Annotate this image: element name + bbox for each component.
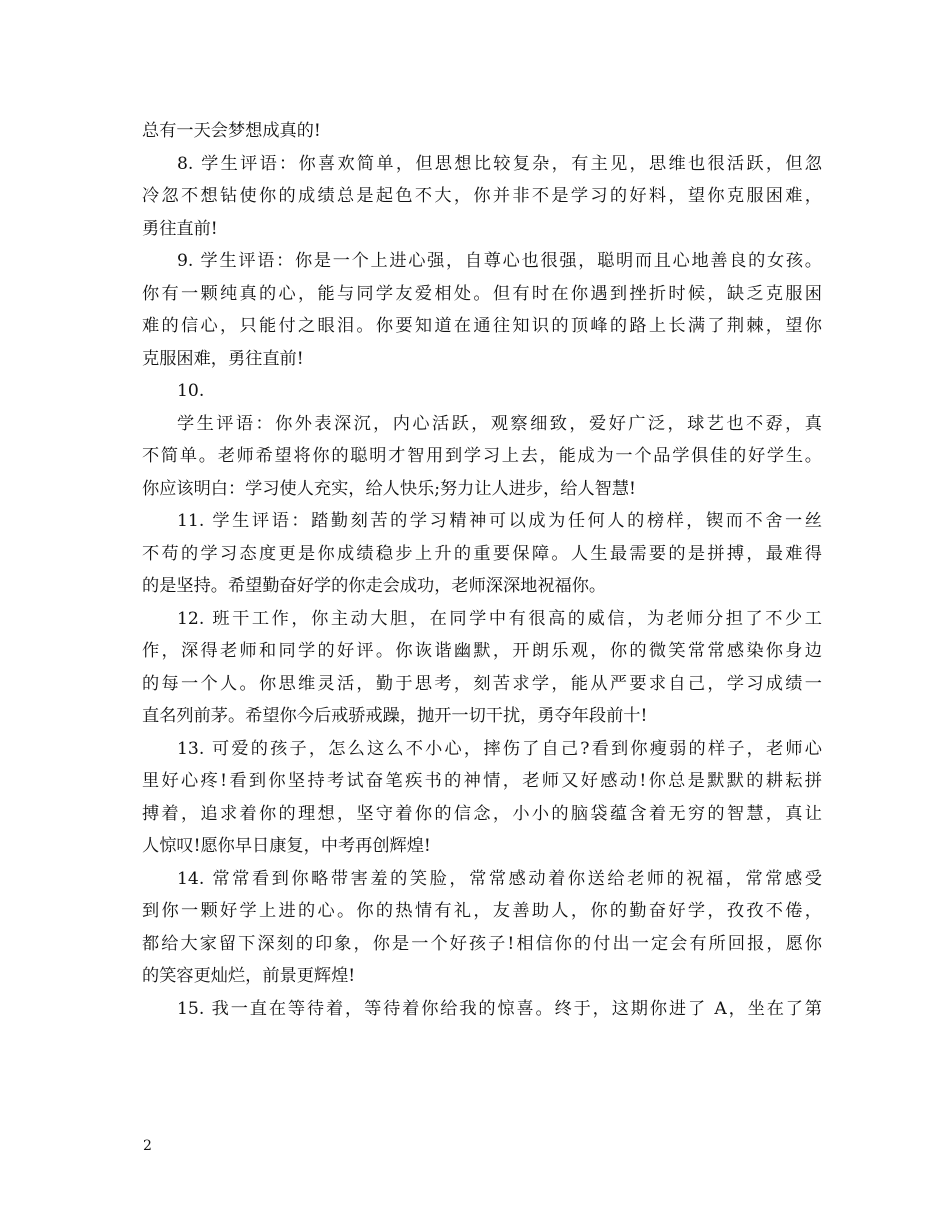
text-line: 的每一个人。你思维灵活，勤于思考，刻苦求学，能从严要求自己，学习成绩一 (142, 673, 822, 694)
text-line: 克服困难，勇往直前! (142, 348, 304, 369)
text-line: 10. (177, 381, 205, 401)
text-line: 不简单。老师希望将你的聪明才智用到学习上去，能成为一个品学俱佳的好学生。 (142, 446, 822, 466)
document-body (142, 115, 822, 1025)
text-line: 你有一颗纯真的心，能与同学友爱相处。但有时在你遇到挫折时候，缺乏克服困 (142, 283, 822, 304)
text-line: 难的信心，只能付之眼泪。你要知道在通往知识的顶峰的路上长满了荆棘，望你 (142, 316, 822, 336)
text-line: 9. 学生评语：你是一个上进心强，自尊心也很强，聪明而且心地善良的女孩。 (177, 251, 822, 271)
text-line: 的是坚持。希望勤奋好学的你走会成功，老师深深地祝福你。 (142, 576, 607, 596)
text-line: 里好心疼!看到你坚持考试奋笔疾书的神情，老师又好感动!你总是默默的耕耘拼 (142, 771, 822, 791)
text-line: 到你一颗好学上进的心。你的热情有礼，友善助人，你的勤奋好学，孜孜不倦， (142, 901, 822, 921)
text-line: 12. 班干工作，你主动大胆，在同学中有很高的威信，为老师分担了不少工 (177, 608, 822, 629)
text-line: 总有一天会梦想成真的! (142, 121, 321, 141)
text-line: 14. 常常看到你略带害羞的笑脸，常常感动着你送给老师的祝福，常常感受 (177, 868, 822, 889)
text-line: 学生评语：你外表深沉，内心活跃，观察细致，爱好广泛，球艺也不孬，真 (177, 413, 822, 434)
text-line: 8. 学生评语：你喜欢简单，但思想比较复杂，有主见，思维也很活跃，但忽 (177, 153, 822, 174)
text-line: 的笑容更灿烂，前景更辉煌! (142, 966, 356, 986)
page-number: 2 (143, 1138, 152, 1154)
text-line: 勇往直前! (142, 218, 218, 239)
text-line: 都给大家留下深刻的印象，你是一个好孩子!相信你的付出一定会有所回报，愿你 (142, 933, 822, 954)
text-line: 11. 学生评语：踏勤刻苦的学习精神可以成为任何人的榜样，锲而不舍一丝 (177, 511, 822, 531)
text-line: 不苟的学习态度更是你成绩稳步上升的重要保障。人生最需要的是拼搏，最难得 (142, 543, 822, 564)
text-line: 15. 我一直在等待着，等待着你给我的惊喜。终于，这期你进了 A，坐在了第 (177, 998, 822, 1019)
text-line: 搏着，追求着你的理想，坚守着你的信念，小小的脑袋蕴含着无穷的智慧，真让 (142, 803, 822, 824)
text-line: 13. 可爱的孩子，怎么这么不小心，摔伤了自己?看到你瘦弱的样子，老师心 (177, 738, 822, 759)
text-line: 你应该明白：学习使人充实，给人快乐;努力让人进步，给人智慧! (142, 478, 636, 499)
text-line: 作，深得老师和同学的好评。你诙谐幽默，开朗乐观，你的微笑常常感染你身边 (142, 641, 822, 661)
text-line: 直名列前茅。希望你今后戒骄戒躁，抛开一切干扰，勇夺年段前十! (142, 706, 648, 726)
text-line: 人惊叹!愿你早日康复，中考再创辉煌! (142, 836, 431, 856)
text-line: 冷忽不想钻使你的成绩总是起色不大，你并非不是学习的好料，望你克服困难， (142, 186, 822, 206)
